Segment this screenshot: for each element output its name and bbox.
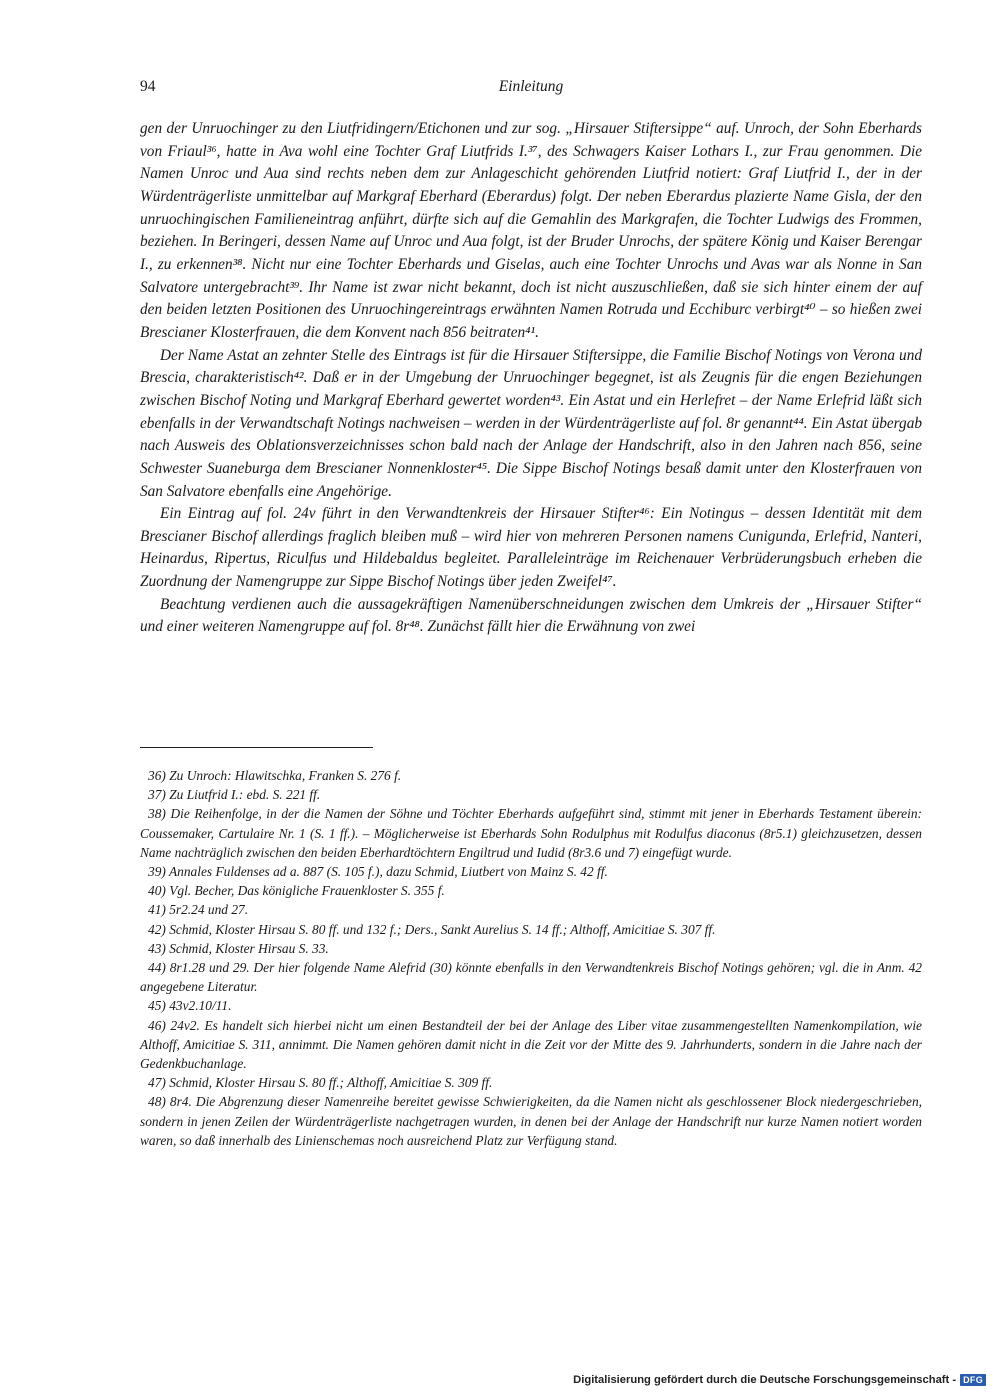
footnote: 45) 43v2.10/11. bbox=[148, 998, 232, 1014]
footnote: 48) 8r4. Die Abgrenzung dieser Namenreihe bereitet gewisse Schwierigkeiten, da die Namen nicht als geschlossener Block niedergeschrieben, sondern in jenen Zeilen der Würdenträgerliste nachgetragen wurden, in denen bei der Anlage der Handschrift nur kurze Namen notiert worden waren, so daß innerhalb des Linienschemas noch ausreichend Platz zur Verfügung stand. bbox=[140, 1094, 922, 1148]
page-header bbox=[140, 78, 922, 100]
credit-text: Digitalisierung gefördert durch die Deutsche Forschungsgemeinschaft - bbox=[573, 1374, 957, 1386]
running-title: Einleitung bbox=[498, 78, 564, 95]
paragraph: gen der Unruochinger zu den Liutfridingern/Etichonen und zur sog. „Hirsauer Stiftersippe“ auf. Unroch, der Sohn Eberhards von Friaul³⁶, hatte in Ava wohl eine Tochter Graf Liutfrids I.³⁷, des Schwagers Kaiser Lothars I., zur Frau genommen. Die Namen Unroc und Aua sind rechts neben dem zur Anlageschicht gehörenden Liutfrid notiert: Graf Liutfrid I., der in der Würdenträgerliste unmittelbar auf Markgraf Eberhard (Eberardus) folgt. Der neben Eberardus plazierte Name Gisla, der den unruochingischen Familieneintrag anführt, dürfte sich auf die Gemahlin des Markgrafen, die Tochter Ludwigs des Frommen, beziehen. In Beringeri, dessen Name auf Unroc und Aua folgt, ist der Bruder Unrochs, der spätere König und Kaiser Berengar I., zu erkennen³⁸. Nicht nur eine Tochter Eberhards und Giselas, auch eine Tochter Unrochs und Avas war als Nonne in San Salvatore untergebracht³⁹. Ihr Name ist zwar nicht bekannt, doch ist nicht auszuschließen, daß sie sich hinter einem der auf den beiden letzten Positionen des Unruochingereintrags erwähnten Namen Rotruda und Ecchiburc verbirgt⁴⁰ – so hießen zwei Brescianer Klosterfrauen, die dem Konvent nach 856 beitraten⁴¹. bbox=[140, 120, 922, 341]
footnote: 47) Schmid, Kloster Hirsau S. 80 ff.; Althoff, Amicitiae S. 309 ff. bbox=[148, 1075, 493, 1091]
dfg-logo: DFG bbox=[960, 1374, 986, 1386]
footnote: 36) Zu Unroch: Hlawitschka, Franken S. 276 f. bbox=[148, 768, 402, 783]
main-text bbox=[140, 118, 922, 639]
footnote: 40) Vgl. Becher, Das königliche Frauenkloster S. 355 f. bbox=[148, 883, 445, 899]
footnote: 37) Zu Liutfrid I.: ebd. S. 221 ff. bbox=[148, 787, 321, 803]
footnote: 39) Annales Fuldenses ad a. 887 (S. 105 f.), dazu Schmid, Liutbert von Mainz S. 42 ff. bbox=[148, 864, 608, 880]
footnote-divider bbox=[140, 747, 373, 748]
footnote: 46) 24v2. Es handelt sich hierbei nicht um einen Bestandteil der bei der Anlage des Liber vitae zusammengestellten Namenkompilation, wie Althoff, Amicitiae S. 311, annimmt. Die Namen gehören damit nicht in die Zeit vor der Mitte des 9. Jahrhunderts, sondern in die Jahre nach der Gedenkbuchanlage. bbox=[140, 1017, 922, 1072]
footnote: 43) Schmid, Kloster Hirsau S. 33. bbox=[148, 940, 329, 956]
digitization-credit bbox=[573, 1373, 986, 1387]
footnote: 38) Die Reihenfolge, in der die Namen der Söhne und Töchter Eberhards aufgeführt sind, stimmt mit jener in Eberhards Testament überein: Coussemaker, Cartulaire Nr. 1 (S. 1 ff.). – Möglicherweise ist Eberhards Sohn Rodulphus mit Rodulfus diaconus (8r5.1) gleichzusetzen, dessen Name nachträglich zwischen den beiden Eberhardtöchtern Engiltrud und Iudid (8r3.6 und 7) eingefügt wurde. bbox=[140, 806, 922, 860]
page-number: 94 bbox=[140, 78, 156, 95]
footnote: 41) 5r2.24 und 27. bbox=[148, 902, 249, 918]
footnote: 44) 8r1.28 und 29. Der hier folgende Name Alefrid (30) könnte ebenfalls in den Verwandtenkreis Bischof Notings gehören; vgl. die in Anm. 42 angegebene Literatur. bbox=[140, 960, 922, 995]
paragraph: Der Name Astat an zehnter Stelle des Eintrags ist für die Hirsauer Stiftersippe, die Familie Bischof Notings von Verona und Brescia, charakteristisch⁴². Daß er in der Umgebung der Unruochinger begegnet, ist als Zeugnis für die engen Beziehungen zwischen Bischof Noting und Markgraf Eberhard gewertet worden⁴³. Ein Astat und ein Herlefret – der Name Erlefrid läßt sich ebenfalls in der Verwandtschaft Notings nachweisen – werden in der Würdenträgerliste auf fol. 8r genannt⁴⁴. Ein Astat übergab nach Ausweis des Oblationsverzeichnisses schon bald nach der Anlage der Handschrift, also in den Jahren nach 856, seine Schwester Suaneburga dem Brescianer Nonnenkloster⁴⁵. Die Sippe Bischof Notings besaß damit unter den Klosterfrauen von San Salvatore ebenfalls eine Angehörige. bbox=[140, 346, 922, 500]
paragraph: Ein Eintrag auf fol. 24v führt in den Verwandtenkreis der Hirsauer Stifter⁴⁶: Ein Notingus – dessen Identität mit dem Brescianer Bischof allerdings fraglich bleiben muß – wird hier von mehreren Personen namens Cunigunda, Erlefrid, Nanteri, Heinardus, Ripertus, Riculfus und Hildebaldus begleitet. Paralleleinträge im Reichenauer Verbrüderungsbuch erheben die Zuordnung der Namengruppe zur Sippe Bischof Notings über jeden Zweifel⁴⁷. bbox=[140, 505, 922, 591]
footnote: 42) Schmid, Kloster Hirsau S. 80 ff. und 132 f.; Ders., Sankt Aurelius S. 14 ff.; Althoff, Amicitiae S. 307 ff. bbox=[148, 921, 716, 937]
paragraph: Beachtung verdienen auch die aussagekräftigen Namenüberschneidungen zwischen dem Umkreis der „Hirsauer Stifter“ und einer weiteren Namengruppe auf fol. 8r⁴⁸. Zunächst fällt hier die Erwähnung von zwei bbox=[140, 595, 922, 636]
footnotes bbox=[140, 766, 922, 1150]
